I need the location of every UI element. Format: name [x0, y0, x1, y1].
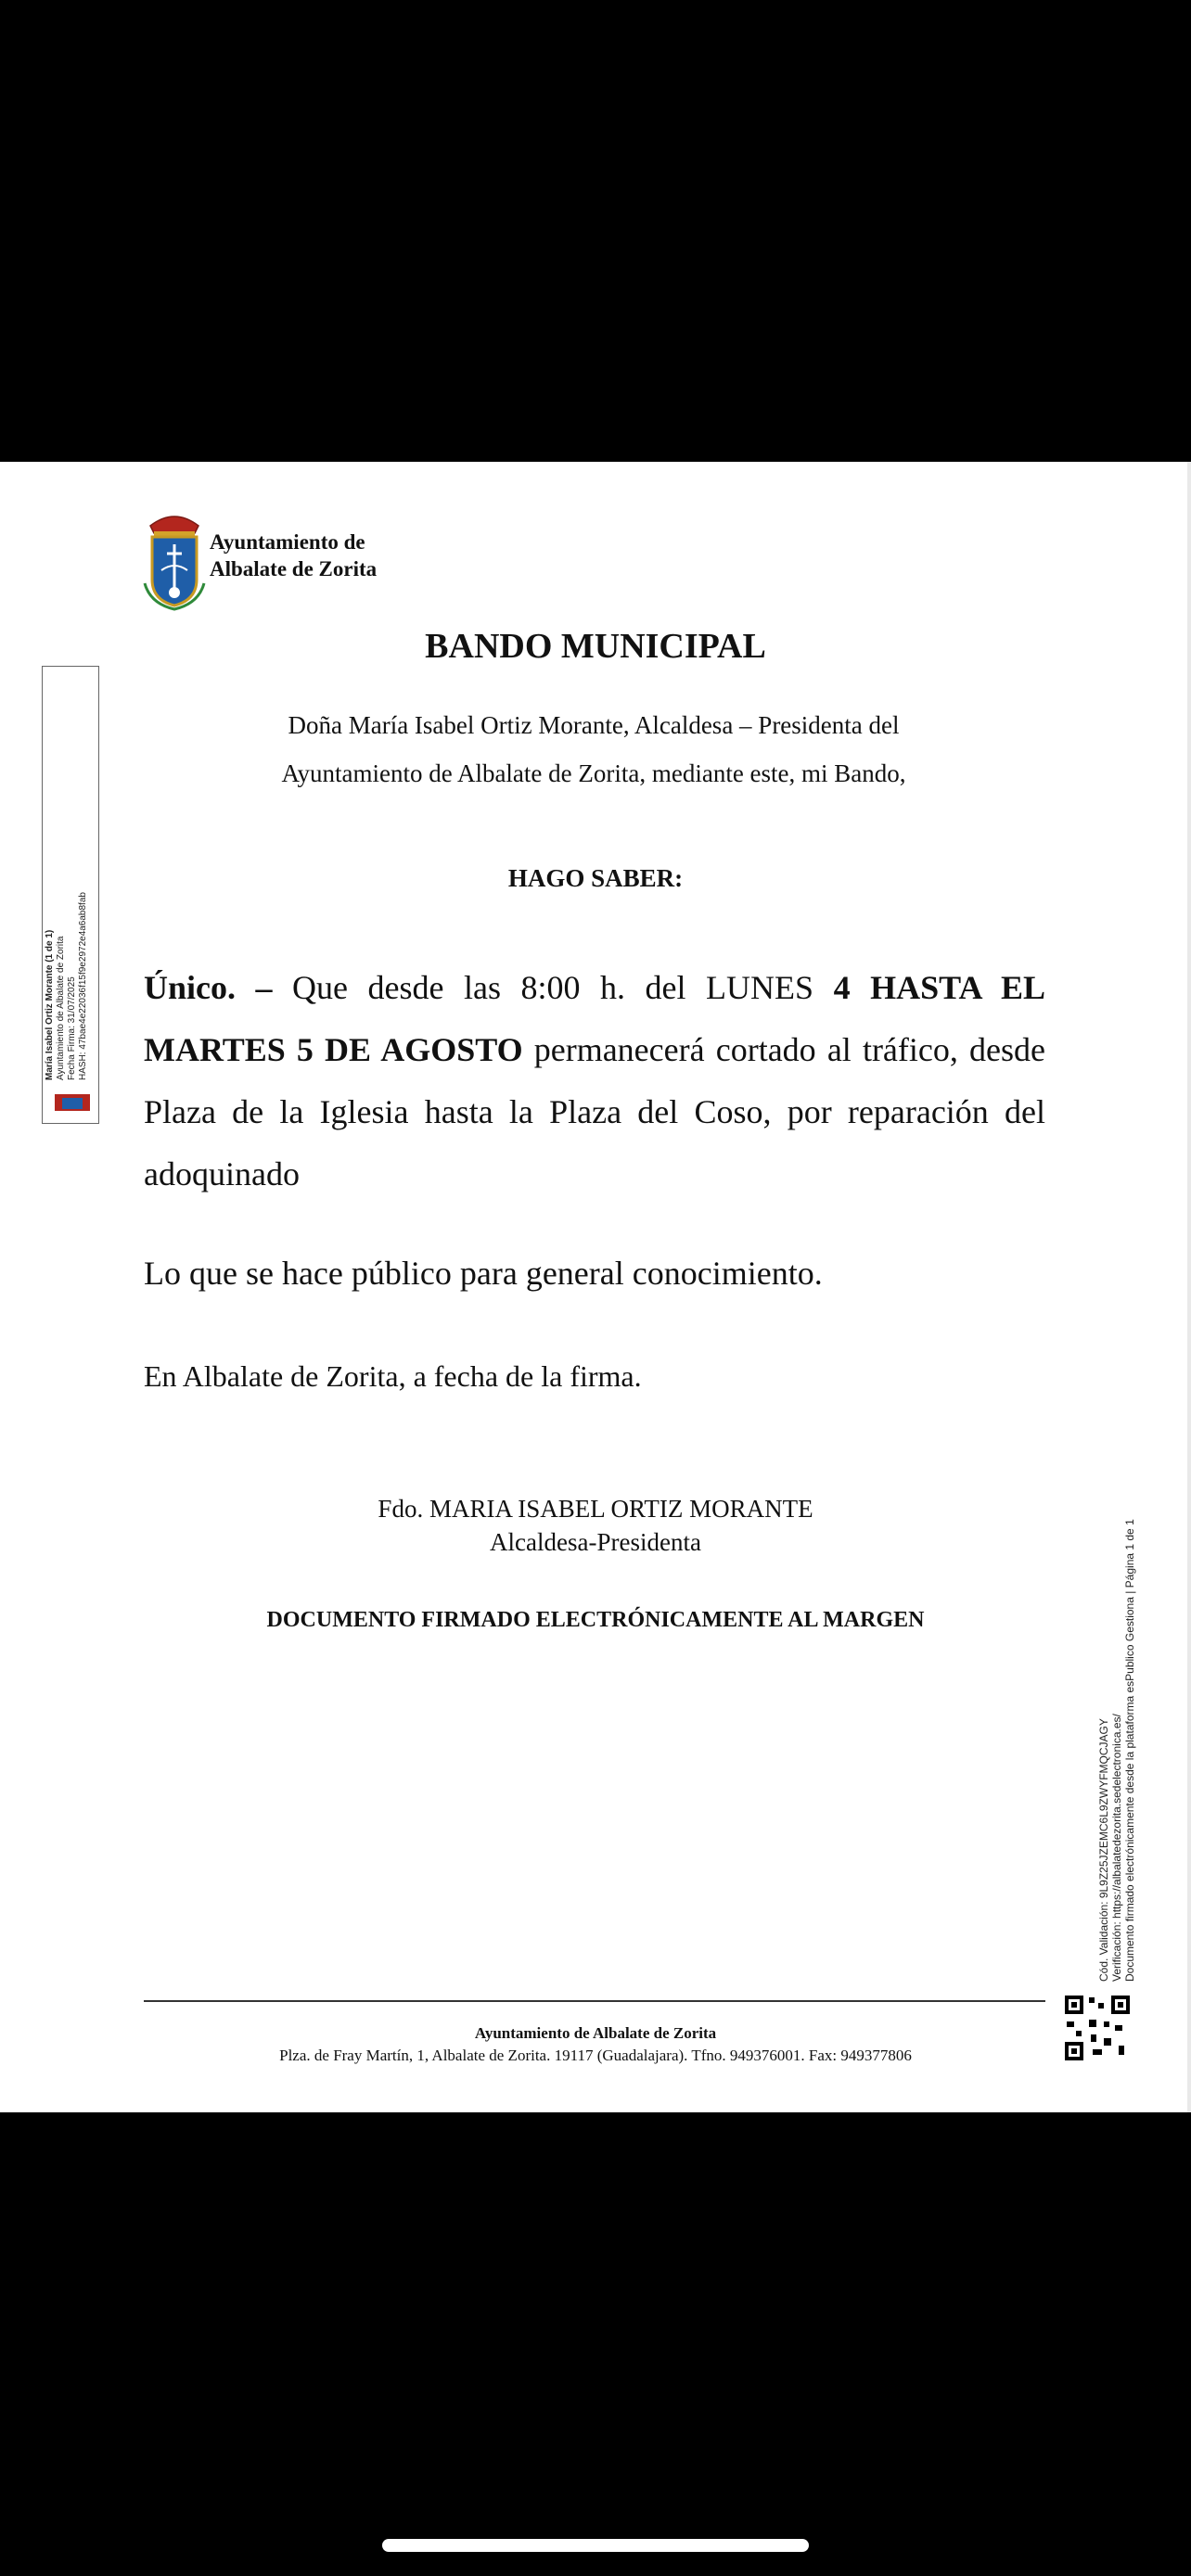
- body-text2: permanecerá cortado al tráfico, desde Plaza de la Iglesia hasta la Plaza del Coso, por reparación del adoquinado: [144, 1031, 1045, 1192]
- header-org-line2: Albalate de Zorita: [210, 557, 378, 580]
- page-title: BANDO MUNICIPAL: [425, 627, 766, 666]
- verification-note: Documento firmado electrónicamente desde la plataforma esPublico Gestiona | Página 1 de 1: [1123, 1519, 1136, 1982]
- verification-code: Cód. Validación: 9L9Z25JZEMC6L9ZWYFMQCJAGY: [1097, 1718, 1110, 1982]
- coat-of-arms-icon: [141, 505, 208, 612]
- stamp-line4: HASH: 47bae4e22036f15f9e2972e4a6ab8fab: [78, 892, 88, 1080]
- qr-code-icon: [1063, 1994, 1132, 2062]
- footer-org-name: Ayuntamiento de Albalate de Zorita: [474, 2024, 717, 2042]
- stamp-signer: María Isabel Ortiz Morante (1 de 1): [45, 929, 55, 1080]
- header-org-line1: Ayuntamiento de: [210, 530, 365, 554]
- verification-url: Verificación: https://albalatedezorita.sedelectronica.es/: [1110, 1714, 1123, 1982]
- signature-stamp-text: [45, 635, 89, 1080]
- intro-line2: Ayuntamiento de Albalate de Zorita, mediante este, mi Bando,: [281, 759, 906, 787]
- header-org-name: [210, 529, 377, 582]
- electronic-signature-note: DOCUMENTO FIRMADO ELECTRÓNICAMENTE AL MARGEN: [266, 1608, 925, 1632]
- stamp-line3: Fecha Firma: 31/07/2025: [67, 976, 77, 1080]
- verification-text: [1097, 1472, 1136, 1982]
- signature-name: Fdo. MARIA ISABEL ORTIZ MORANTE: [378, 1495, 813, 1523]
- stamp-line2: Ayuntamiento de Albalate de Zorita: [56, 936, 66, 1080]
- intro-line1: Doña María Isabel Ortiz Morante, Alcaldesa – Presidenta del: [288, 711, 900, 739]
- body-bold-dates: 4 HASTA EL MARTES 5 DE AGOSTO: [144, 969, 1045, 1068]
- body-lead: Único. –: [144, 969, 273, 1006]
- intro-paragraph: [186, 701, 1002, 797]
- body-text1: Que desde las 8:00 h. del LUNES: [272, 969, 834, 1006]
- footer-address: Plza. de Fray Martín, 1, Albalate de Zorita. 19117 (Guadalajara). Tfno. 949376001. Fax: 949377806: [279, 2047, 912, 2064]
- stamp-crest-icon: [49, 1087, 96, 1118]
- fecha-paragraph: En Albalate de Zorita, a fecha de la firma.: [144, 1359, 642, 1393]
- home-indicator[interactable]: [382, 2539, 809, 2552]
- publico-paragraph: Lo que se hace público para general conocimiento.: [144, 1255, 823, 1292]
- page-edge: [1187, 462, 1191, 2112]
- signature-title: Alcaldesa-Presidenta: [490, 1528, 701, 1556]
- body-paragraph: [144, 957, 1045, 1205]
- footer-divider: [144, 2000, 1045, 2002]
- signature-block: [0, 1492, 1191, 1559]
- hago-saber-heading: HAGO SABER:: [507, 864, 684, 892]
